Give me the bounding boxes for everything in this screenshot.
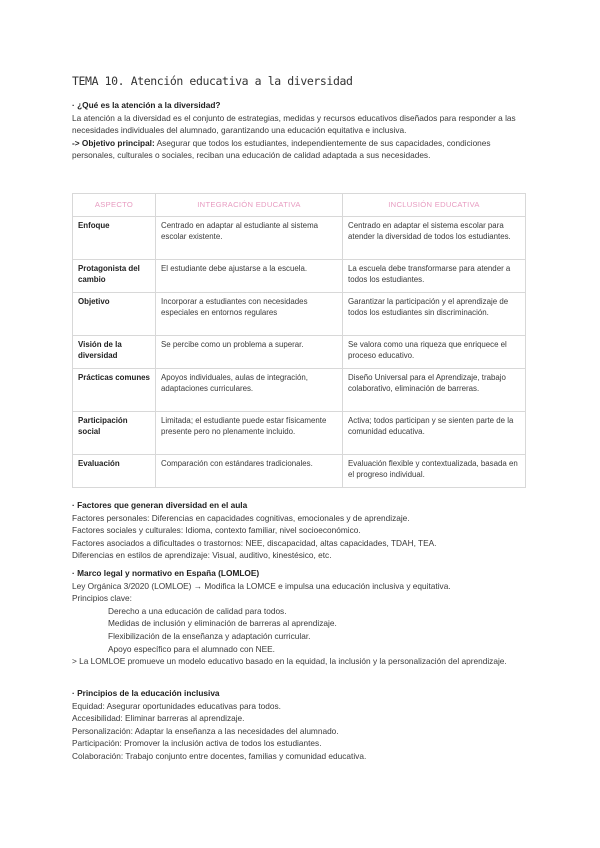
header-integration: INTEGRACIÓN EDUCATIVA: [156, 194, 343, 217]
inclusive-principle-line: Personalización: Adaptar la enseñanza a las necesidades del alumnado.: [72, 725, 339, 736]
legal-conclusion: > La LOMLOE promueve un modelo educativo basado en la equidad, la inclusión y la personalización del aprendizaje.: [72, 656, 507, 667]
row-integration: Se percibe como un problema a superar.: [156, 336, 343, 369]
row-inclusion: Garantizar la participación y el aprendizaje de todos los estudiantes sin discriminación.: [343, 293, 526, 336]
table-row: [73, 455, 526, 488]
row-aspect: Evaluación: [73, 455, 156, 488]
table-row: [73, 412, 526, 455]
row-aspect: Enfoque: [73, 217, 156, 260]
row-integration: Comparación con estándares tradicionales.: [156, 455, 343, 488]
row-inclusion: Se valora como una riqueza que enriquece el proceso educativo.: [343, 336, 526, 369]
title-block: [70, 72, 355, 90]
row-inclusion: Diseño Universal para el Aprendizaje, trabajo colaborativo, eliminación de barreras.: [343, 369, 526, 412]
table-row: [73, 217, 526, 260]
row-integration: Apoyos individuales, aulas de integración, adaptaciones curriculares.: [156, 369, 343, 412]
objective-text: Asegurar que todos los estudiantes, independientemente de sus capacidades, condiciones personales, culturales o sociales, reciban una educación de calidad adaptada a sus necesidades.: [72, 137, 491, 161]
row-integration: Incorporar a estudiantes con necesidades especiales en entornos regulares: [156, 293, 343, 336]
legal-law: Ley Orgánica 3/2020 (LOMLOE) → Modifica la LOMCE e impulsa una educación inclusiva y equitativa.: [72, 580, 451, 591]
intro-heading: · ¿Qué es la atención a la diversidad?: [72, 100, 221, 110]
row-inclusion: Evaluación flexible y contextualizada, basada en el progreso individual.: [343, 455, 526, 488]
factors-heading: · Factores que generan diversidad en el aula: [72, 500, 248, 510]
inclusive-principle-line: Participación: Promover la inclusión activa de todos los estudiantes.: [72, 738, 322, 749]
page-title: TEMA 10. Atención educativa a la diversidad: [72, 74, 353, 88]
legal-heading: · Marco legal y normativo en España (LOMLOE): [72, 568, 260, 578]
factor-line: Diferencias en estilos de aprendizaje: Visual, auditivo, kinestésico, etc.: [72, 550, 332, 561]
factor-line: Factores personales: Diferencias en capacidades cognitivas, emocionales y de aprendizaje.: [72, 512, 410, 523]
table-row: [73, 336, 526, 369]
row-aspect: Visión de la diversidad: [73, 336, 156, 369]
objective-label: -> Objetivo principal:: [72, 137, 155, 148]
intro-section: [72, 99, 534, 162]
factor-line: Factores sociales y culturales: Idioma, contexto familiar, nivel socioeconómico.: [72, 525, 361, 536]
row-aspect: Protagonista del cambio: [73, 260, 156, 293]
principle-item: Flexibilización de la enseñanza y adaptación curricular.: [108, 630, 311, 641]
intro-definition: La atención a la diversidad es el conjunto de estrategias, medidas y recursos educativos diseñados para responder a las necesidades individuales del alumnado, garantizando una educación equitativa e inclusiva.: [72, 112, 516, 136]
table-row: [73, 369, 526, 412]
row-inclusion: Centrado en adaptar el sistema escolar para atender la diversidad de todos los estudiantes.: [343, 217, 526, 260]
row-aspect: Objetivo: [73, 293, 156, 336]
header-aspect: ASPECTO: [73, 194, 156, 217]
principle-item: Apoyo específico para el alumnado con NEE.: [108, 643, 275, 654]
factors-section: [72, 499, 534, 562]
table-row: [73, 260, 526, 293]
inclusive-principle-line: Equidad: Asegurar oportunidades educativas para todos.: [72, 700, 281, 711]
principle-item: Derecho a una educación de calidad para todos.: [108, 605, 287, 616]
principles-label: Principios clave:: [72, 593, 132, 604]
table-row: [73, 293, 526, 336]
row-integration: Centrado en adaptar al estudiante al sistema escolar existente.: [156, 217, 343, 260]
principle-item: Medidas de inclusión y eliminación de barreras al aprendizaje.: [108, 618, 337, 629]
header-inclusion: INCLUSIÓN EDUCATIVA: [343, 194, 526, 217]
factor-line: Factores asociados a dificultades o trastornos: NEE, discapacidad, altas capacidades, TDAH, TEA.: [72, 537, 437, 548]
row-inclusion: La escuela debe transformarse para atender a todos los estudiantes.: [343, 260, 526, 293]
row-aspect: Prácticas comunes: [73, 369, 156, 412]
inclusive-principles-heading: · Principios de la educación inclusiva: [72, 688, 220, 698]
inclusive-principles-section: [72, 687, 534, 763]
intro-objective: [72, 137, 534, 162]
inclusive-principle-line: Colaboración: Trabajo conjunto entre docentes, familias y comunidad educativa.: [72, 750, 367, 761]
legal-section: [72, 567, 534, 668]
table-header-row: [73, 194, 526, 217]
inclusive-principle-line: Accesibilidad: Eliminar barreras al aprendizaje.: [72, 713, 245, 724]
row-integration: Limitada; el estudiante puede estar físicamente presente pero no plenamente incluido.: [156, 412, 343, 455]
row-inclusion: Activa; todos participan y se sienten parte de la comunidad educativa.: [343, 412, 526, 455]
row-integration: El estudiante debe ajustarse a la escuela.: [156, 260, 343, 293]
comparison-table: [72, 193, 526, 488]
row-aspect: Participación social: [73, 412, 156, 455]
